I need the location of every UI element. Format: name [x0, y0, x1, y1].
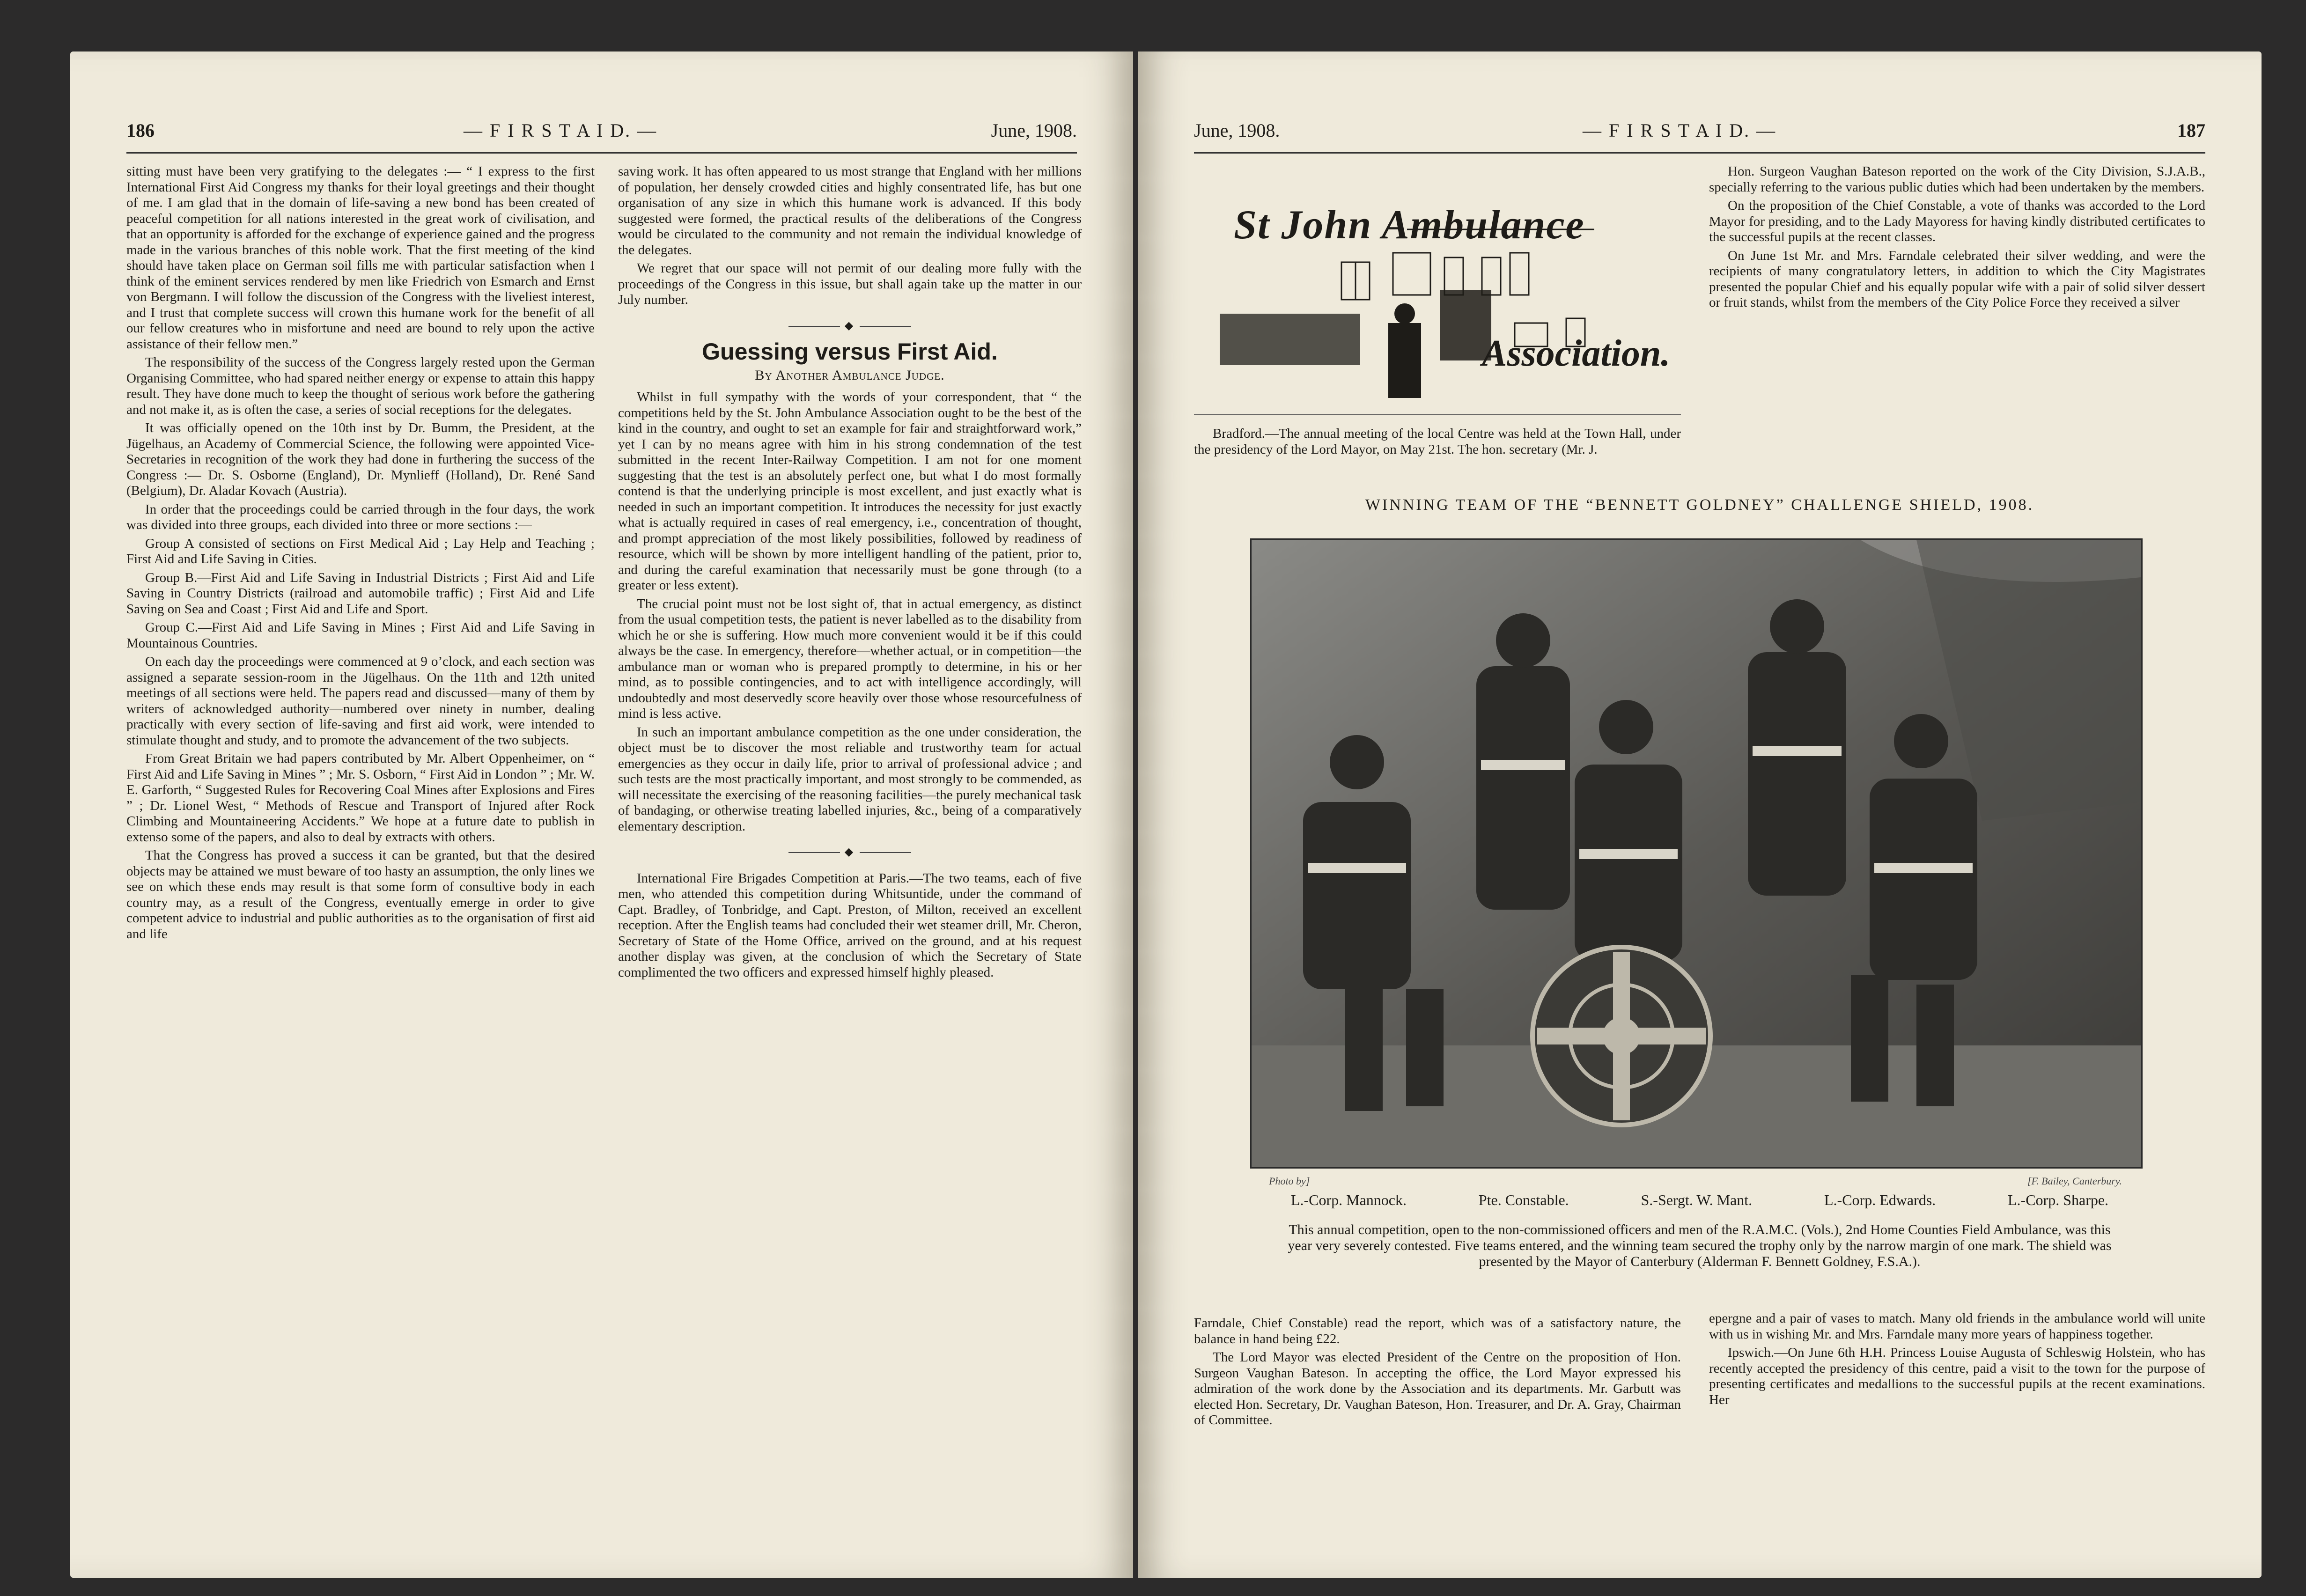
paragraph: We regret that our space will not permit of our dealing more fully with the proceedings of the Congress in this issue, but shall again take up the matter in our July number.	[618, 261, 1082, 307]
running-title: — F I R S T A I D. —	[1583, 120, 1777, 141]
team-member-name: L.-Corp. Edwards.	[1824, 1191, 1936, 1208]
paragraph: epergne and a pair of vases to match. Many old friends in the ambulance world will unite with us in wishing Mr. and Mrs. Farndale many more years of happiness together.	[1709, 1311, 2205, 1342]
team-member-name: L.-Corp. Sharpe.	[2007, 1191, 2109, 1208]
header-rule	[126, 152, 1077, 154]
paragraph: The Lord Mayor was elected President of the Centre on the proposition of Hon. Surgeon Vaughan Bateson. In accepting the office, the Lord Mayor expressed his admiration of the work done by the Association and its departments. Mr. Garbutt was elected Hon. Secretary, Dr. Vaughan Bateson, Hon. Treasurer, and Dr. A. Gray, Chairman of Committee.	[1194, 1350, 1681, 1427]
page-number: 186	[126, 120, 155, 141]
column-2	[618, 164, 1082, 1522]
paragraph: On the proposition of the Chief Constable, a vote of thanks was accorded to the Lord Mayor for presiding, and to the Lady Mayoress for having kindly distributed certificates to the successful pupils at the recent classes.	[1709, 198, 2205, 244]
paragraph: Hon. Surgeon Vaughan Bateson reported on the work of the City Division, S.J.A.B., specially referring to the various public duties which had been undertaken by the members.	[1709, 164, 2205, 195]
column-1	[126, 164, 595, 1522]
paragraph: The responsibility of the success of the Congress largely rested upon the German Organising Committee, who had spared neither energy or expense to attain this happy result. They have done much to keep the thought of serious work before the gathering and not make it, as is often the case, a series of social receptions for the delegates.	[126, 355, 595, 417]
paragraph: Bradford.—The annual meeting of the local Centre was held at the Town Hall, under the presidency of the Lord Mayor, on May 21st. The hon. secretary (Mr. J.	[1194, 426, 1681, 457]
photo-credit-left: Photo by]	[1269, 1175, 1310, 1187]
st-john-ambulance-logo	[1192, 173, 1683, 407]
paragraph: Group B.—First Aid and Life Saving in Industrial Districts ; First Aid and Life Saving in Country Districts (railroad and automobile traffic) ; First Aid and Life Saving on Sea and Coast ; First Aid and Life and Sport.	[126, 570, 595, 617]
bottom-right-column	[1709, 1311, 2205, 1531]
paragraph: Farndale, Chief Constable) read the report, which was of a satisfactory nature, the balance in hand being £22.	[1194, 1316, 1681, 1346]
paragraph: Whilst in full sympathy with the words of your correspondent, that “ the competitions held by the St. John Ambulance Association ought to be the best of the kind in the country, and ought to set an example for fair and straightforward work,” yet I can by no means agree with him in his strong condemnation of the test submitted in the recent Inter-Railway Competition. I am not for one moment suggesting that the test is an absolutely perfect one, but what I do most formally contend is that the underlying principle is most excellent, and just exactly what is needed in such an important competition. It introduces the necessity for just exactly what is actually required in cases of real emergency, i.e., concentration of thought, and prompt appreciation of the most likely possibilities, followed by readiness of resource, which will be shown by more intelligent handling of the patient, prior to, and during the careful examination that necessarily must be gone through (to a greater or less extent).	[618, 390, 1082, 593]
paragraph: In such an important ambulance competition as the one under consideration, the object must be to discover the most reliable and trustworthy team for actual emergencies as they occur in daily life, prior to arrival of professional advice ; and such tests are the most practically important, and most strongly to be commended, as will necessitate the exercising of the reasoning facilities—the purely mechanical task of bandaging, or otherwise treating labelled injuries, &c., being of a comparatively elementary description.	[618, 724, 1082, 834]
paragraph: On June 1st Mr. and Mrs. Farndale celebrated their silver wedding, and were the recipients of many congratulatory letters, in addition to which the City Magistrates presented the popular Chief and his equally popular wife with a pair of solid silver dessert or fruit stands, whilst from the members of the City Police Force they received a silver	[1709, 248, 2205, 310]
logo-title: St John Ambulance	[1234, 202, 1585, 248]
paragraph: That the Congress has proved a success it can be granted, but that the desired objects may be attained we must beware of too hasty an assumption, the only lines we see on which these ends may result is that some form of consultive body in each country may, as a result of the Congress, eventually emerge in order to give competent advice to industrial and public authorities as to the organisation of first aid and life	[126, 848, 595, 941]
running-head-left	[126, 119, 1077, 152]
paragraph: sitting must have been very gratifying to the delegates :— “ I express to the first International First Aid Congress my thanks for their loyal greetings and their thought of me. I am glad that in the domain of life-saving a new bond has been created of peaceful competition for all nations interested in the great work of civilisation, and that an opportunity is afforded for the exchange of experience gained and the progress made in the various branches of this noble work. That the first meeting of the kind should have taken place on German soil fills me with particular satisfaction when I think of the eminent services rendered by men like Friedrich von Esmarch and Ernst von Bergmann. I will follow the discussion of the Congress with the liveliest interest, and I trust that complete success will crown this humane work for the benefit of all our fellow creatures who in misfortune and need are bound to rely upon the active assistance of their fellow men.”	[126, 164, 595, 352]
section-divider: ◆	[618, 845, 1082, 861]
paragraph: Ipswich.—On June 6th H.H. Princess Louise Augusta of Schleswig Holstein, who has recently accepted the presidency of this centre, paid a visit to the town for the purpose of presenting certificates and medallions to the successful pupils at the recent examinations. Her	[1709, 1345, 2205, 1407]
paragraph: In order that the proceedings could be carried through in the four days, the work was divided into three groups, each divided into three or more sections :—	[126, 501, 595, 532]
right-page	[1138, 51, 2262, 1578]
page-number: 187	[2177, 120, 2205, 141]
team-member-name: L.-Corp. Mannock.	[1290, 1191, 1407, 1208]
logo-subtitle: Association.	[1482, 333, 1671, 374]
paragraph: It was officially opened on the 10th inst by Dr. Bumm, the President, at the Jügelhaus, an Academy of Commercial Science, the following were appointed Vice-Secretaries in recognition of the work they had done in furthering the success of the Congress :— Dr. S. Osborne (England), Dr. Mynlieff (Holland), Dr. René Sand (Belgium), Dr. Aladar Kovach (Austria).	[126, 420, 595, 498]
paragraph: The crucial point must not be lost sight of, that in actual emergency, as distinct from the usual competition tests, the patient is never labelled as to the disability from which he or she is suffering. How much more convenient would it be if this could always be the case. In emergency, therefore—whether actual, or in competition—the ambulance man or woman who is prepared promptly to determine, in his or her mind, as to possible contingencies, and to act with intelligence accordingly, will undoubtedly and most deservedly score heavily over those whose resourcefulness of mind is less active.	[618, 596, 1082, 721]
section-divider: ◆	[618, 318, 1082, 334]
photo-title: WINNING TEAM OF THE “BENNETT GOLDNEY” CHALLENGE SHIELD, 1908.	[1365, 496, 2034, 514]
article-heading: Guessing versus First Aid.	[702, 338, 998, 365]
bradford-column	[1194, 426, 1681, 487]
running-head-right	[1194, 119, 2205, 152]
fire-brigades-paragraph: International Fire Brigades Competition at Paris.—The two teams, each of five men, who attended this competition during Whitsuntide, under the command of Capt. Bradley, of Tonbridge, and Capt. Preston, of Milton, received an excellent reception. After the English teams had concluded their wet steamer drill, Mr. Cheron, Secretary of State of the Home Office, arrived on the ground, and at his request another display was given, at the conclusion of which the Secretary of State complimented the two officers and expressed himself highly pleased.	[618, 870, 1082, 980]
photo-credit-right: [F. Bailey, Canterbury.	[2027, 1175, 2122, 1187]
paragraph: saving work. It has often appeared to us most strange that England with her millions of population, her densely crowded cities and highly consentrated life, has but one organisation of any size in which this humane work is advanced. If this body suggested were formed, the practical results of the deliberations of the Congress would be circulated to the community and not remain the individual knowledge of the delegates.	[618, 164, 1082, 257]
team-photograph	[1250, 538, 2143, 1169]
photo-note: This annual competition, open to the non-commissioned officers and men of the R.A.M.C. (Vols.), 2nd Home Counties Field Ambulance, was this year very severely contested. Five teams entered, and the winning team secured the trophy only by the narrow margin of one mark. The shield was presented by the Mayor of Canterbury (Alderman F. Bennett Goldney, F.S.A.).	[1288, 1222, 2112, 1269]
right-top-column	[1709, 164, 2205, 482]
page-date: June, 1908.	[1194, 120, 1280, 141]
challenge-shield-icon	[1532, 947, 1710, 1125]
page-date: June, 1908.	[991, 120, 1077, 141]
logo-rule	[1194, 414, 1681, 415]
header-rule	[1194, 152, 2205, 154]
team-member-name: Pte. Constable.	[1478, 1191, 1569, 1208]
paragraph: Group A consisted of sections on First Medical Aid ; Lay Help and Teaching ; First Aid and Life Saving in Cities.	[126, 536, 595, 566]
bottom-left-column	[1194, 1316, 1681, 1531]
team-member-name: S.-Sergt. W. Mant.	[1641, 1191, 1753, 1208]
paragraph: On each day the proceedings were commenced at 9 o’clock, and each section was assigned a separate session-room in the Jügelhaus. On the 11th and 12th united meetings of all sections were held. The papers read and discussed—many of them by writers of acknowledged authority—numbered over ninety in number, dealing practically with every section of life-saving and first aid work, were intended to stimulate thought and study, and to promote the advancement of the two subjects.	[126, 654, 595, 748]
running-title: — F I R S T A I D. —	[464, 120, 658, 141]
left-page	[70, 51, 1133, 1578]
article-byline: By Another Ambulance Judge.	[755, 367, 945, 383]
paragraph: From Great Britain we had papers contributed by Mr. Albert Oppenheimer, on “ First Aid and Life Saving in Mines ” ; Mr. S. Osborn, “ First Aid in London ” ; Mr. W. E. Garforth, “ Suggested Rules for Recovering Coal Mines after Explosions and Fires ” ; Dr. Lionel West, “ Methods of Rescue and Transport of Injured after Rock Climbing and Mountaineering Accidents.” We hope at a future date to publish in extenso some of the papers, and also to deal by extracts with others.	[126, 751, 595, 845]
team-names	[1255, 1191, 2144, 1209]
paragraph: Group C.—First Aid and Life Saving in Mines ; First Aid and Life Saving in Mountainous Countries.	[126, 620, 595, 651]
